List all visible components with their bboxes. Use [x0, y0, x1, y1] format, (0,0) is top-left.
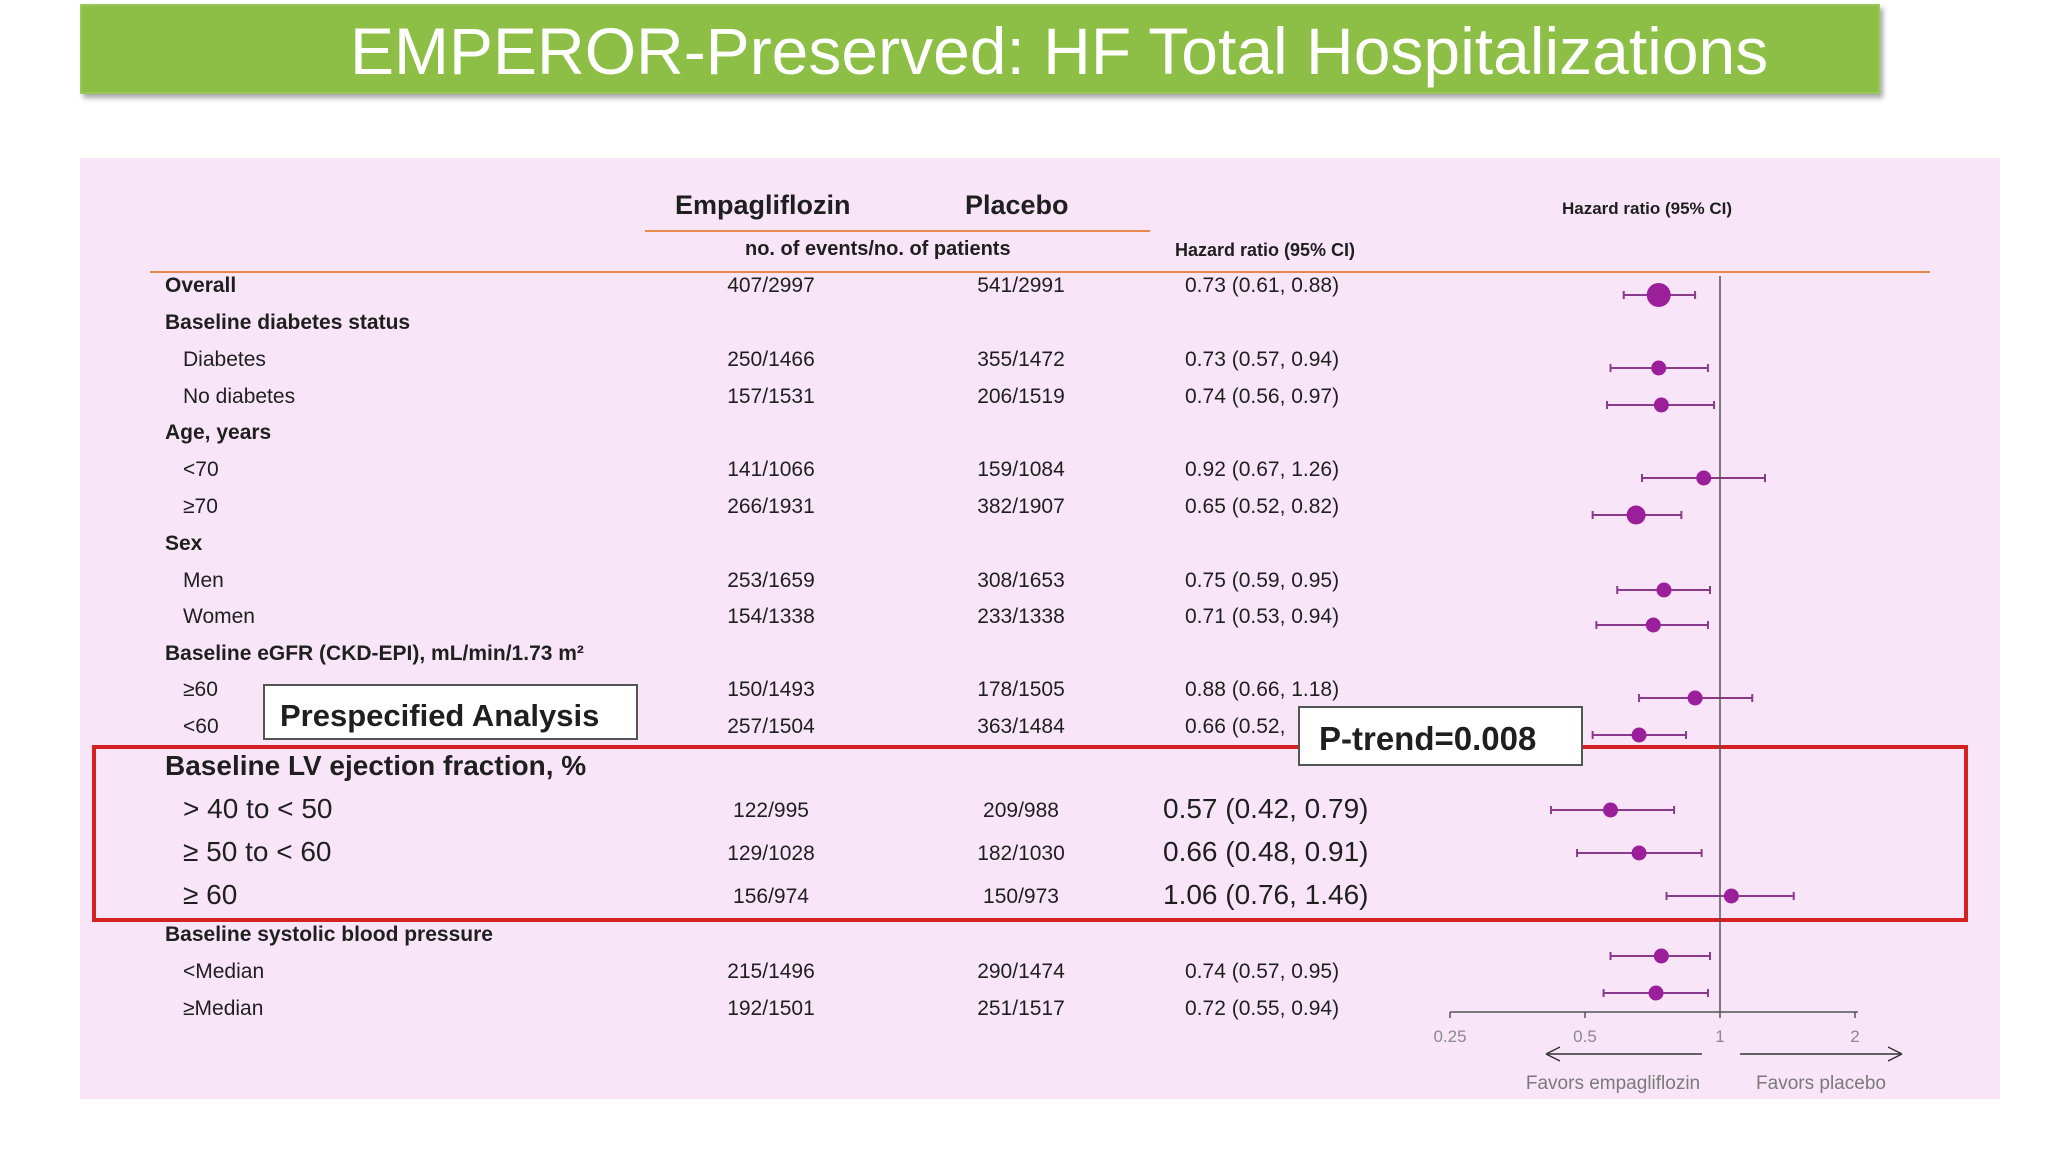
forest-estimate: [1596, 618, 1708, 633]
row-label: Baseline systolic blood pressure: [165, 923, 493, 946]
hr-point: [1646, 618, 1661, 633]
forest-estimate: [1593, 728, 1686, 743]
row-label: Women: [183, 605, 255, 628]
row-label: ≥Median: [183, 997, 264, 1020]
row-label: Baseline diabetes status: [165, 311, 411, 334]
row-label: Diabetes: [183, 348, 266, 371]
favors-empagliflozin-label: Favors empagliflozin: [1525, 1073, 1701, 1094]
placebo-events: 541/2991: [977, 274, 1065, 297]
row-label: <70: [183, 458, 219, 481]
hazard-ratio-text: 0.74 (0.57, 0.95): [1185, 960, 1340, 983]
forest-estimate: [1551, 803, 1674, 818]
row-label: > 40 to < 50: [183, 793, 333, 824]
placebo-events: 178/1505: [977, 678, 1065, 701]
hr-column-header: Hazard ratio (95% CI): [1175, 240, 1356, 260]
prespecified-analysis-callout: Prespecified Analysis: [263, 684, 638, 740]
row-label: Sex: [165, 532, 203, 555]
hr-point: [1696, 471, 1711, 486]
empagliflozin-events: 253/1659: [727, 569, 815, 592]
hazard-ratio-text: 0.72 (0.55, 0.94): [1185, 997, 1340, 1020]
forest-estimate: [1624, 283, 1695, 307]
placebo-events: 182/1030: [977, 842, 1065, 865]
row-label: ≥ 50 to < 60: [183, 836, 332, 867]
x-tick-label: 1: [1715, 1027, 1725, 1046]
row-label: No diabetes: [183, 385, 296, 408]
empagliflozin-header: Empagliflozin: [675, 190, 851, 220]
forest-estimate: [1611, 949, 1710, 964]
favors-placebo-label: Favors placebo: [1756, 1073, 1886, 1094]
placebo-events: 355/1472: [977, 348, 1065, 371]
hazard-ratio-text: 0.65 (0.52, 0.82): [1185, 495, 1340, 518]
hr-point: [1654, 398, 1669, 413]
row-label: Baseline LV ejection fraction, %: [165, 750, 587, 781]
forest-estimate: [1639, 691, 1752, 706]
p-trend-callout: P-trend=0.008: [1298, 706, 1583, 766]
placebo-events: 251/1517: [977, 997, 1065, 1020]
empagliflozin-events: 141/1066: [727, 458, 815, 481]
hr-plot-header: Hazard ratio (95% CI): [1562, 199, 1733, 218]
row-label: ≥60: [183, 678, 218, 701]
hr-point: [1647, 283, 1671, 307]
forest-estimate: [1607, 398, 1714, 413]
hr-point: [1632, 728, 1647, 743]
row-label: Men: [183, 569, 224, 592]
hazard-ratio-text: 0.57 (0.42, 0.79): [1163, 793, 1369, 824]
empagliflozin-events: 257/1504: [727, 715, 815, 738]
x-tick-label: 0.5: [1573, 1027, 1597, 1046]
hazard-ratio-text: 0.88 (0.66, 1.18): [1185, 678, 1340, 701]
forest-estimate: [1642, 471, 1765, 486]
hazard-ratio-text: 0.66 (0.48, 0.91): [1163, 836, 1369, 867]
empagliflozin-events: 156/974: [733, 885, 809, 908]
x-tick-label: 0.25: [1433, 1027, 1467, 1046]
forest-estimate: [1667, 889, 1794, 904]
placebo-events: 363/1484: [977, 715, 1065, 738]
placebo-events: 308/1653: [977, 569, 1065, 592]
events-subheader: no. of events/no. of patients: [745, 238, 1011, 260]
row-label: <60: [183, 715, 219, 738]
row-label: Age, years: [165, 421, 272, 444]
row-label: <Median: [183, 960, 265, 983]
hazard-ratio-text: 0.75 (0.59, 0.95): [1185, 569, 1340, 592]
placebo-header: Placebo: [965, 190, 1069, 220]
placebo-events: 382/1907: [977, 495, 1065, 518]
placebo-events: 209/988: [983, 799, 1059, 822]
hazard-ratio-text: 0.73 (0.61, 0.88): [1185, 274, 1340, 297]
placebo-events: 206/1519: [977, 385, 1065, 408]
hr-point: [1724, 889, 1739, 904]
forest-estimate: [1593, 506, 1682, 525]
forest-estimate: [1604, 986, 1708, 1001]
empagliflozin-events: 154/1338: [727, 605, 815, 628]
hr-point: [1649, 986, 1664, 1001]
hazard-ratio-text: 0.71 (0.53, 0.94): [1185, 605, 1340, 628]
empagliflozin-events: 122/995: [733, 799, 809, 822]
slide-title: EMPEROR-Preserved: HF Total Hospitalizations: [350, 14, 1769, 88]
placebo-events: 233/1338: [977, 605, 1065, 628]
hr-point: [1632, 846, 1647, 861]
placebo-events: 150/973: [983, 885, 1059, 908]
empagliflozin-events: 250/1466: [727, 348, 815, 371]
hr-point: [1688, 691, 1703, 706]
row-label: Baseline eGFR (CKD-EPI), mL/min/1.73 m²: [165, 642, 584, 665]
placebo-events: 159/1084: [977, 458, 1065, 481]
forest-estimate: [1617, 583, 1710, 598]
row-label: Overall: [165, 274, 237, 297]
hr-point: [1627, 506, 1646, 525]
empagliflozin-events: 407/2997: [727, 274, 815, 297]
hazard-ratio-text: 0.92 (0.67, 1.26): [1185, 458, 1340, 481]
hazard-ratio-text: 0.66 (0.52,: [1185, 715, 1286, 738]
empagliflozin-events: 150/1493: [727, 678, 815, 701]
hr-point: [1656, 583, 1671, 598]
hr-point: [1654, 949, 1669, 964]
empagliflozin-events: 215/1496: [727, 960, 815, 983]
hr-point: [1651, 361, 1666, 376]
hazard-ratio-text: 0.74 (0.56, 0.97): [1185, 385, 1340, 408]
row-label: ≥ 60: [183, 879, 238, 910]
empagliflozin-events: 157/1531: [727, 385, 815, 408]
empagliflozin-events: 266/1931: [727, 495, 815, 518]
empagliflozin-events: 129/1028: [727, 842, 815, 865]
placebo-events: 290/1474: [977, 960, 1065, 983]
row-label: ≥70: [183, 495, 218, 518]
hazard-ratio-text: 1.06 (0.76, 1.46): [1163, 879, 1369, 910]
empagliflozin-events: 192/1501: [727, 997, 815, 1020]
forest-estimate: [1611, 361, 1708, 376]
x-tick-label: 2: [1850, 1027, 1860, 1046]
forest-estimate: [1577, 846, 1702, 861]
hr-point: [1603, 803, 1618, 818]
hazard-ratio-text: 0.73 (0.57, 0.94): [1185, 348, 1340, 371]
